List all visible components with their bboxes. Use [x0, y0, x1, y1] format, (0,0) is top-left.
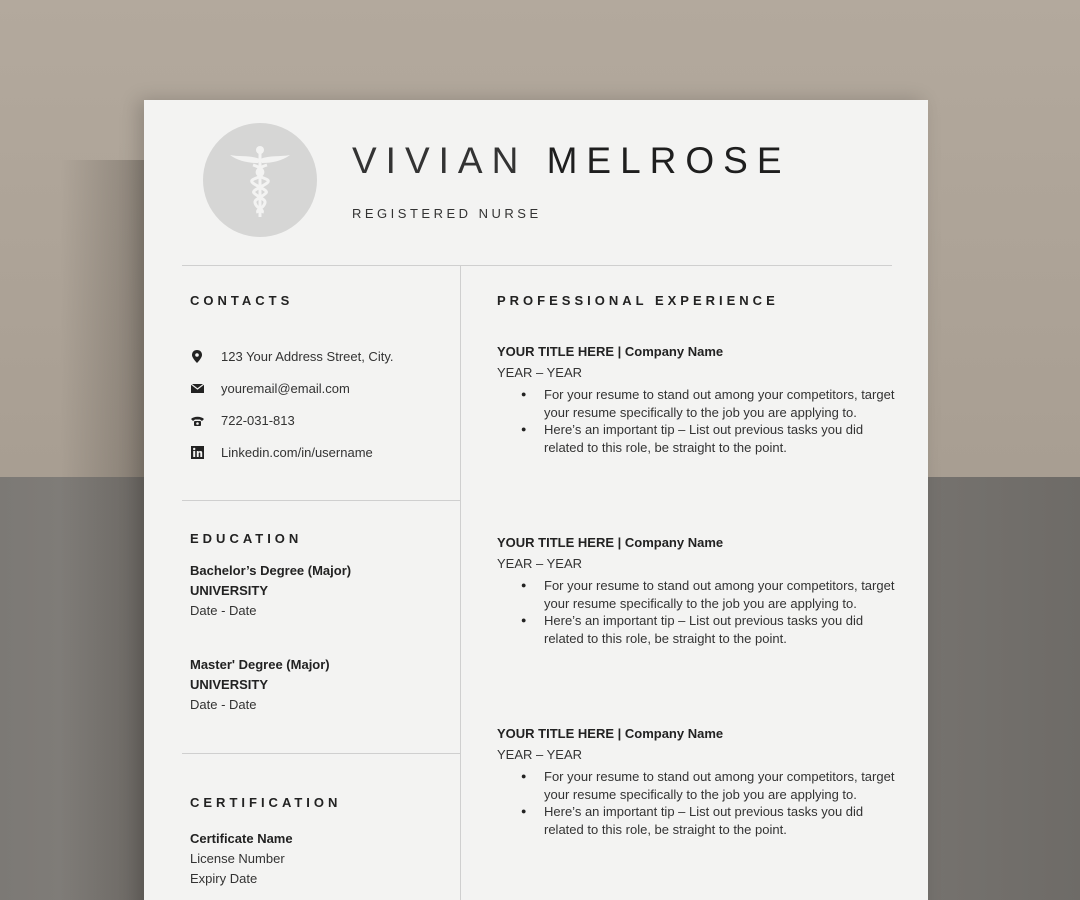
job-bullets: [497, 577, 897, 647]
education-item: [190, 655, 330, 715]
education-heading: EDUCATION: [190, 531, 303, 546]
experience-item: [497, 533, 897, 647]
job-title: REGISTERED NURSE: [352, 206, 542, 221]
contact-linkedin-text: Linkedin.com/in/username: [221, 445, 373, 460]
contact-email-text: youremail@email.com: [221, 381, 350, 396]
job-years: YEAR – YEAR: [497, 747, 583, 762]
license-number: License Number: [190, 851, 285, 866]
profile-photo: [203, 123, 317, 237]
resume-page: [144, 100, 928, 900]
degree-name: Bachelor’s Degree (Major): [190, 563, 352, 578]
expiry-date: Expiry Date: [190, 871, 258, 886]
job-bullet: ● For your resume to stand out among your competitors, target your resume specifically to the job you are applying to.: [497, 577, 897, 612]
certificate-name: Certificate Name: [190, 831, 293, 846]
university-name: UNIVERSITY: [190, 677, 269, 692]
experience-heading: PROFESSIONAL EXPERIENCE: [497, 293, 779, 308]
job-position: YOUR TITLE HERE | Company Name: [497, 535, 724, 550]
job-bullets: [497, 768, 897, 838]
contact-phone-text: 722-031-813: [221, 413, 295, 428]
education-dates: Date - Date: [190, 603, 257, 618]
degree-name: Master' Degree (Major): [190, 657, 330, 672]
job-bullet: ● For your resume to stand out among your competitors, target your resume specifically to the job you are applying to.: [497, 768, 897, 803]
education-divider: [182, 753, 460, 754]
job-years: YEAR – YEAR: [497, 556, 583, 571]
location-pin-icon: [190, 350, 204, 363]
contact-email: [190, 381, 350, 396]
job-bullet: ● For your resume to stand out among your competitors, target your resume specifically to the job you are applying to.: [497, 386, 897, 421]
university-name: UNIVERSITY: [190, 583, 269, 598]
job-position: YOUR TITLE HERE | Company Name: [497, 726, 724, 741]
job-years: YEAR – YEAR: [497, 365, 583, 380]
contact-address: [190, 349, 393, 364]
certification-item: [190, 829, 293, 889]
phone-icon: [190, 416, 204, 426]
certification-heading: CERTIFICATION: [190, 795, 342, 810]
education-item: [190, 561, 351, 621]
experience-item: [497, 724, 897, 838]
education-dates: Date - Date: [190, 697, 257, 712]
contacts-heading: CONTACTS: [190, 293, 294, 308]
contacts-divider: [182, 500, 460, 501]
envelope-icon: [190, 384, 204, 393]
experience-item: [497, 342, 897, 456]
contact-linkedin: [190, 445, 373, 460]
contact-phone: [190, 413, 295, 428]
first-name: VIVIAN: [352, 140, 528, 181]
contact-address-text: 123 Your Address Street, City.: [221, 349, 394, 364]
job-bullets: [497, 386, 897, 456]
linkedin-icon: [190, 446, 204, 459]
last-name: MELROSE: [546, 140, 791, 181]
job-bullet: ● Here’s an important tip – List out previous tasks you did related to this role, be straight to the point.: [497, 803, 897, 838]
job-position: YOUR TITLE HERE | Company Name: [497, 344, 724, 359]
job-bullet: ● Here’s an important tip – List out previous tasks you did related to this role, be straight to the point.: [497, 421, 897, 456]
job-bullet: ● Here’s an important tip – List out previous tasks you did related to this role, be straight to the point.: [497, 612, 897, 647]
column-divider: [460, 266, 461, 900]
candidate-name: [352, 140, 791, 182]
header-divider: [182, 265, 892, 266]
